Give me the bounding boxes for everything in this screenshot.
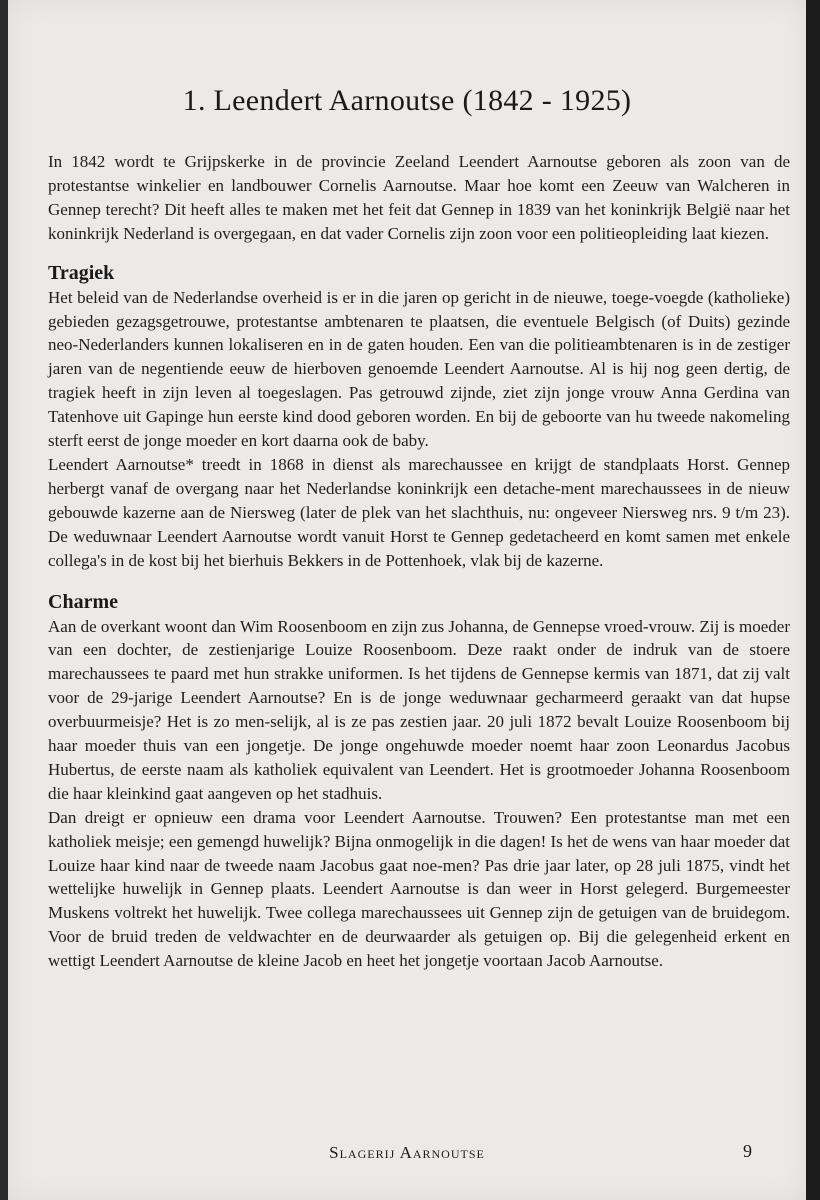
charme-paragraph-1: Aan de overkant woont dan Wim Roosenboom en zijn zus Johanna, de Gennepse vroed-vrouw. Zij is moeder van een dochter, de zestienjarige Louize Roosenboom. Deze raakt onder de indruk van de stoere marechaussees te paard met hun strakke uniformen. Is het tijdens de Gennepse kermis van 1871, dat zij valt voor de 29-jarige Leendert Aarnoutse? En is de jonge weduwnaar gecharmeerd geraakt van dat hupse overbuurmeisje? Het is zo men-selijk, al is ze pas zestien jaar. 20 juli 1872 bevalt Louize Roosenboom bij haar moeder thuis van een jongetje. De jonge ongehuwde moeder noemt haar zoon Leonardus Jacobus Hubertus, de eerste naam als katholiek equivalent van Leendert. Het is grootmoeder Johanna Roosenboom die haar kleinkind gaat aangeven op het stadhuis. bbox=[48, 616, 790, 803]
tragiek-paragraph-1: Het beleid van de Nederlandse overheid is er in die jaren op gericht in de nieuwe, toege-voegde (katholieke) gebieden gezagsgetrouwe, protestantse ambtenaren te plaatsen, die eventuele Belgisch (of Duits) gezinde neo-Nederlanders kunnen lokaliseren en in de gaten houden. Een van die politieambtenaren is in de zestiger jaren van de negentiende eeuw de hierboven genoemde Leendert Aarnoutse. Al is hij nog geen dertig, de tragiek heeft in zijn leven al toegeslagen. Pas getrouwd zijnde, ziet zijn jonge vrouw Anna Gerdina van Tatenhove uit Gapinge hun eerste kind dood geboren worden. En bij de geboorte van hu tweede nakomeling sterft eerst de jonge moeder en kort daarna ook de baby. bbox=[48, 287, 790, 451]
book-spine-edge bbox=[806, 0, 820, 1200]
chapter-body bbox=[48, 150, 790, 973]
running-title: Slagerij Aarnoutse bbox=[329, 1143, 485, 1162]
tragiek-paragraph-2: Leendert Aarnoutse* treedt in 1868 in dienst als marechaussee en krijgt de standplaats Horst. Gennep herbergt vanaf de overgang naar het Nederlandse koninkrijk een detache-ment marechaussees in de nieuw gebouwde kazerne aan de Niersweg (later de plek van het slachthuis, nu: ongeveer Niersweg nrs. 9 t/m 23). De weduwnaar Leendert Aarnoutse wordt vanuit Horst te Gennep gedetacheerd en komt samen met enkele collega's in de kost bij het bierhuis Bekkers in de Pottenhoek, vlak bij de kazerne. bbox=[48, 454, 790, 570]
intro-paragraph: In 1842 wordt te Grijpskerke in de provincie Zeeland Leendert Aarnoutse geboren als zoon van de protestantse winkelier en landbouwer Cornelis Aarnoutse. Maar hoe komt een Zeeuw van Walcheren in Gennep terecht? Dit heeft alles te maken met het feit dat Gennep in 1839 van het koninkrijk België naar het koninkrijk Nederland is overgegaan, en dat vader Cornelis zijn zoon voor een politieopleiding laat kiezen. bbox=[48, 152, 790, 243]
section-heading-tragiek: Tragiek bbox=[48, 261, 115, 284]
charme-paragraph-2: Dan dreigt er opnieuw een drama voor Leendert Aarnoutse. Trouwen? Een protestantse man met een katholiek meisje; een gemengd huwelijk? Bijna onmogelijk in die dagen! Is het de wens van haar moeder dat Louize haar kind naar de tweede naam Jacobus gaat noe-men? Pas drie jaar later, op 28 juli 1875, vindt het wettelijke huwelijk in Gennep plaats. Leendert Aarnoutse is dan weer in Horst gelegerd. Burgemeester Muskens voltrekt het huwelijk. Twee collega marechaussees uit Gennep zijn de getuigen van de bruidegom. Voor de bruid treden de veldwachter en de deurwaarder als getuigen op. Bij die gelegenheid erkent en wettigt Leendert Aarnoutse de kleine Jacob en heet het jongetje voortaan Jacob Aarnoutse. bbox=[48, 807, 790, 971]
chapter-title: 1. Leendert Aarnoutse (1842 - 1925) bbox=[182, 84, 632, 117]
page-number: 9 bbox=[743, 1141, 752, 1161]
section-heading-charme: Charme bbox=[48, 590, 118, 613]
book-page bbox=[8, 0, 806, 1200]
